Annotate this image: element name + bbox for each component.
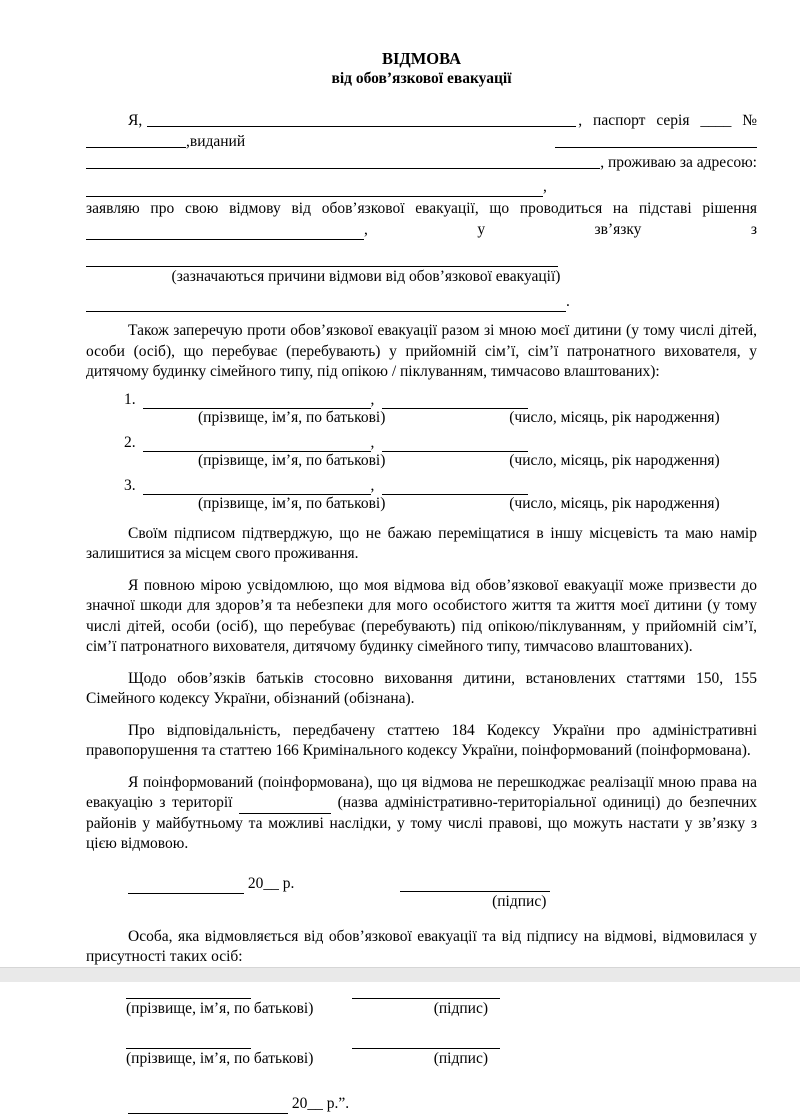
blank-reasons-2 (86, 299, 566, 312)
blank-full-name (147, 114, 576, 127)
reasons-caption: (зазначаються причини відмови від обов’язкової евакуації) (171, 268, 561, 285)
final-date-line (128, 1093, 757, 1114)
informed-text-before: Я поінформований (поінформована), що ця відмова не перешкоджає реалізації мною права на евакуацію з території (86, 773, 757, 811)
informed-text-after: (назва адміністративно-територіальної одиниці) до безпечних районів у майбутньому та можливі наслідки, у тому числі правові, що можуть настати у зв’язку з цією відмовою. (86, 794, 758, 852)
blank-decision (86, 227, 364, 240)
child-3-number: 3. (124, 476, 136, 494)
document-subtitle: від обов’язкової евакуації (331, 70, 512, 87)
child-1-line (124, 390, 757, 409)
blank-child-1-dob (382, 395, 528, 408)
witness-name-caption: (прізвище, ім’я, по батькові) (126, 1049, 314, 1067)
blank-issued-by-continued (86, 156, 600, 169)
witness-1-signature-field (352, 985, 502, 1018)
blank-signature (400, 878, 550, 891)
child-1-separator: , (370, 390, 375, 408)
family-code-paragraph: Щодо обов’язків батьків стосовно виховання дитини, встановлених статтями 150, 155 Сімейного кодексу України, обізнаний (обізнана). (86, 669, 757, 707)
blank-date (128, 880, 244, 893)
child-2-number: 2. (124, 433, 136, 451)
document-title: ВІДМОВА (381, 49, 462, 68)
date-signature-row (128, 874, 757, 912)
child-3-separator: , (370, 476, 375, 494)
intro-paragraph (86, 110, 757, 312)
page-bottom-edge (0, 967, 800, 982)
date-label: 20__ р. (247, 874, 295, 892)
child-1-captions (124, 409, 757, 426)
blank-issued-by (555, 135, 757, 148)
intro-vydanyi: ,виданий (186, 133, 246, 150)
intro-decision-line: заявляю про свою відмову від обов’язкової евакуації, що проводиться на підставі рішення (86, 200, 757, 217)
blank-territory (239, 800, 331, 813)
intro-line-6 (86, 219, 757, 240)
name-caption: (прізвище, ім’я, по батькові) (198, 494, 386, 512)
informed-paragraph (86, 773, 757, 855)
blank-witness-2-name (126, 1035, 251, 1049)
intro-ya: Я, (128, 112, 143, 129)
dob-caption: (число, місяць, рік народження) (509, 451, 720, 469)
child-3-captions (124, 495, 757, 512)
name-caption: (прізвище, ім’я, по батькові) (198, 408, 386, 426)
signature-caption: (підпис) (492, 892, 547, 910)
witness-2-name-field (126, 1035, 338, 1068)
title-block (86, 49, 757, 89)
word-zvyazku: зв’язку (594, 221, 642, 238)
dob-caption: (число, місяць, рік народження) (509, 494, 720, 512)
decision-comma: , (364, 221, 368, 238)
blank-child-3-dob (382, 481, 528, 494)
children-intro-paragraph: Також заперечую проти обов’язкової евакуації разом зі мною моєї дитини (у тому числі дітей, особи (осіб), що перебуває (перебувають) у прийомній сім’ї, сім’ї патронатного вихователя, у дитячому будинку сімейного типу, під опікою / піклуванням, тимчасово влаштованих): (86, 322, 757, 380)
intro-passport-tail: , паспорт серія ____ № (578, 112, 757, 129)
blank-address (86, 184, 543, 197)
blank-child-2-name (143, 438, 371, 451)
witnesses-paragraph: Особа, яка відмовляється від обов’язкової евакуації та від підпису на відмові, відмовилася у присутності таких осіб: (86, 927, 757, 965)
intro-line-1 (86, 110, 757, 131)
witness-row-2 (126, 1035, 757, 1068)
blank-child-2-dob (382, 438, 528, 451)
intro-comma: , (543, 178, 547, 195)
witness-2-signature-field (352, 1035, 502, 1068)
name-caption: (прізвище, ім’я, по батькові) (198, 451, 386, 469)
witness-name-caption: (прізвище, ім’я, по батькові) (126, 999, 314, 1017)
reasons-blank-line-2 (86, 291, 757, 312)
blank-final-date (128, 1100, 288, 1113)
child-item-1 (124, 390, 757, 426)
intro-line-2 (86, 131, 757, 152)
blank-passport-number (86, 135, 186, 148)
signature-field (400, 874, 550, 912)
blank-reasons (86, 254, 558, 267)
blank-witness-1-name (126, 985, 251, 999)
child-3-line (124, 476, 757, 495)
awareness-paragraph: Я повною мірою усвідомлюю, що моя відмова від обов’язкової евакуації може призвести до значної шкоди для здоров’я та небезпеки для мого особистого життя та життя моєї дитини (у тому числі дітей, особи (осіб), що перебуває (перебувають) під опікою/піклуванням, у прийомній сім’ї, сім’ї патронатного вихователя, дитячому будинку сімейного типу, тимчасово влаштованих). (86, 576, 757, 655)
liability-paragraph: Про відповідальність, передбачену статтею 184 Кодексу України про адміністративні правопорушення та статтею 166 Кримінального кодексу України, поінформований (поінформована). (86, 721, 757, 759)
intro-line-3 (86, 152, 757, 173)
dob-caption: (число, місяць, рік народження) (509, 408, 720, 426)
word-z: з (750, 221, 757, 238)
child-2-separator: , (370, 433, 375, 451)
child-item-2 (124, 433, 757, 469)
intro-line-4 (86, 176, 757, 197)
witness-signature-caption: (підпис) (433, 1049, 488, 1067)
word-u: у (477, 221, 486, 238)
intro-period: . (566, 293, 570, 310)
own-signature-paragraph: Своїм підписом підтверджую, що не бажаю переміщатися в іншу місцевість та маю намір залишитися за місцем свого проживання. (86, 524, 757, 562)
date-field (128, 874, 294, 912)
blank-child-1-name (143, 395, 371, 408)
witness-signature-caption: (підпис) (433, 999, 488, 1017)
child-item-3 (124, 476, 757, 512)
reasons-blank-line (86, 246, 757, 267)
final-date-label: 20__ р.”. (291, 1094, 350, 1112)
intro-address-tail: , проживаю за адресою: (600, 154, 757, 171)
witness-row-1 (126, 985, 757, 1018)
blank-witness-2-signature (352, 1035, 500, 1049)
witness-1-name-field (126, 985, 338, 1018)
child-2-captions (124, 452, 757, 469)
child-2-line (124, 433, 757, 452)
blank-witness-1-signature (352, 985, 500, 999)
blank-child-3-name (143, 481, 371, 494)
child-1-number: 1. (124, 390, 136, 408)
